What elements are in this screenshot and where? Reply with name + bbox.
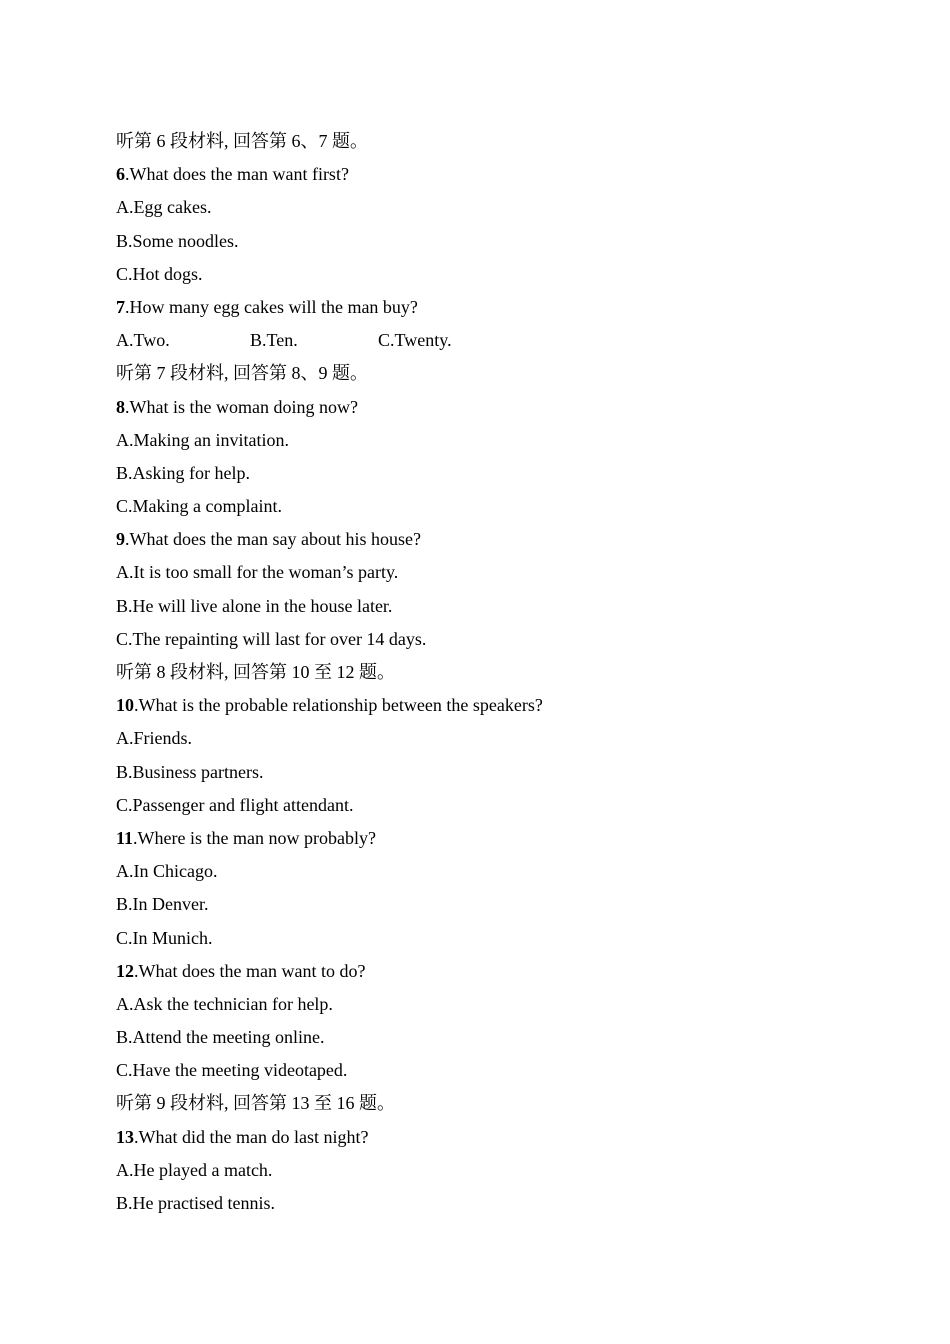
option-b: B.Some noodles. (116, 230, 239, 251)
question (116, 391, 896, 424)
option-b: B.Business partners. (116, 761, 264, 782)
question-number: 6 (116, 164, 125, 185)
question-text: .What does the man want to do? (134, 960, 366, 981)
question (116, 291, 896, 324)
question-number: 10 (116, 695, 134, 716)
section-header: 听第 8 段材料, 回答第 10 至 12 题。 (116, 662, 395, 682)
option-c: C.Making a complaint. (116, 496, 282, 517)
option-c: C.In Munich. (116, 927, 213, 948)
option-b: B.Attend the meeting online. (116, 1027, 325, 1048)
option-c: C.Twenty. (378, 330, 452, 351)
question-number: 13 (116, 1126, 134, 1147)
question-number: 9 (116, 529, 125, 550)
exam-document (116, 125, 896, 1220)
question-text: .What is the woman doing now? (125, 396, 358, 417)
question (116, 822, 896, 855)
options-row (116, 324, 896, 357)
option-a: A.It is too small for the woman’s party. (116, 562, 399, 583)
question (116, 1121, 896, 1154)
question-text: .What does the man want first? (125, 164, 349, 185)
section-header: 听第 7 段材料, 回答第 8、9 题。 (116, 363, 368, 384)
option-b: B.He will live alone in the house later. (116, 595, 393, 616)
question (116, 955, 896, 988)
question-number: 11 (116, 827, 134, 848)
option-a: A.Friends. (116, 728, 192, 749)
question (116, 523, 896, 556)
question (116, 689, 896, 722)
option-a: A.He played a match. (116, 1159, 273, 1180)
option-a: A.Making an invitation. (116, 429, 289, 450)
option-a: A.Two. (116, 330, 170, 351)
option-a: A.In Chicago. (116, 861, 218, 882)
option-b: B.He practised tennis. (116, 1193, 275, 1213)
question-text: .Where is the man now probably? (133, 827, 376, 848)
question-number: 12 (116, 960, 134, 981)
question (116, 158, 896, 191)
option-a: A.Egg cakes. (116, 197, 212, 218)
question-text: .What does the man say about his house? (125, 529, 421, 550)
option-c: C.Hot dogs. (116, 263, 203, 284)
option-c: C.The repainting will last for over 14 days. (116, 628, 427, 649)
section-header: 听第 6 段材料, 回答第 6、7 题。 (116, 131, 368, 151)
option-b: B.In Denver. (116, 894, 209, 915)
option-c: C.Have the meeting videotaped. (116, 1060, 348, 1081)
option-b: B.Ten. (250, 330, 298, 351)
question-number: 7 (116, 296, 125, 317)
question-text: .How many egg cakes will the man buy? (125, 296, 418, 317)
section-header: 听第 9 段材料, 回答第 13 至 16 题。 (116, 1093, 395, 1114)
option-c: C.Passenger and flight attendant. (116, 794, 354, 815)
question-text: .What is the probable relationship between the speakers? (134, 695, 543, 716)
option-b: B.Asking for help. (116, 462, 250, 483)
option-a: A.Ask the technician for help. (116, 993, 333, 1014)
question-number: 8 (116, 396, 125, 417)
question-text: .What did the man do last night? (134, 1126, 369, 1147)
